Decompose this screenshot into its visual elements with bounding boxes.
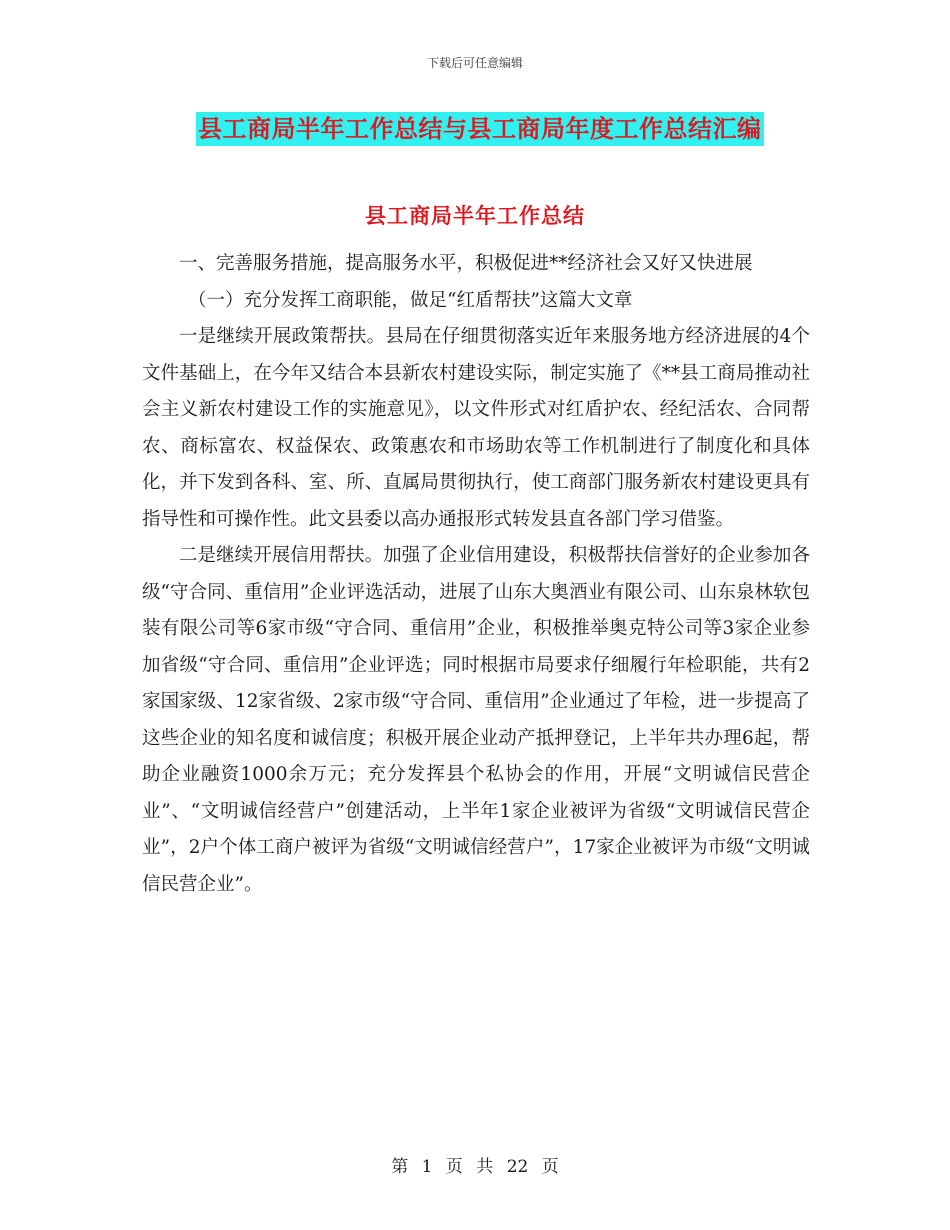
page-footer [0, 1152, 950, 1177]
footer-total-word: 共 [476, 1157, 494, 1177]
document-body [142, 246, 810, 903]
footer-suffix: 页 [541, 1157, 559, 1177]
paragraph-policy-support: 一是继续开展政策帮扶。县局在仔细贯彻落实近年来服务地方经济进展的4个文件基础上，在今年又结合本县新农村建设实际，制定实施了《**县工商局推动社会主义新农村建设工作的实施意见》，以文件形式对红盾护农、经纪活农、合同帮农、商标富农、权益保农、政策惠农和市场助农等工作机制进行了制度化和具体化，并下发到各科、室、所、直属局贯彻执行，使工商部门服务新农村建设更具有指导性和可操作性。此文县委以高办通报形式转发县直各部门学习借鉴。 [142, 326, 810, 530]
section-title: 县工商局半年工作总结 [365, 203, 585, 228]
document-main-title: 县工商局半年工作总结与县工商局年度工作总结汇编 [196, 112, 764, 146]
header-note: 下载后可任意编辑 [426, 56, 523, 70]
footer-page-number: 1 [421, 1157, 433, 1177]
footer-page-word: 页 [445, 1157, 463, 1177]
paragraph-credit-support: 二是继续开展信用帮扶。加强了企业信用建设，积极帮扶信誉好的企业参加各级“守合同、重信用”企业评选活动，进展了山东大奥酒业有限公司、山东泉林软包装有限公司等6家市级“守合同、重信用”企业，积极推举奥克特公司等3家企业参加省级“守合同、重信用”企业评选；同时根据市局要求仔细履行年检职能，共有2家国家级、12家省级、2家市级“守合同、重信用”企业通过了年检，进一步提高了这些企业的知名度和诚信度；积极开展企业动产抵押登记，上半年共办理6起，帮助企业融资1000余万元；充分发挥县个私协会的作用，开展“文明诚信民营企业”、“文明诚信经营户”创建活动，上半年1家企业被评为省级“文明诚信民营企业”，2户个体工商户被评为省级“文明诚信经营户”，17家企业被评为市级“文明诚信民营企业”。 [142, 545, 810, 895]
footer-prefix: 第 [391, 1157, 409, 1177]
paragraph-heading-1: 一、完善服务措施，提高服务水平，积极促进**经济社会又好又快进展 [179, 253, 753, 274]
footer-total-pages: 22 [506, 1157, 529, 1177]
paragraph-subheading-1: （一）充分发挥工商职能，做足“红盾帮扶”这篇大文章 [188, 289, 633, 311]
